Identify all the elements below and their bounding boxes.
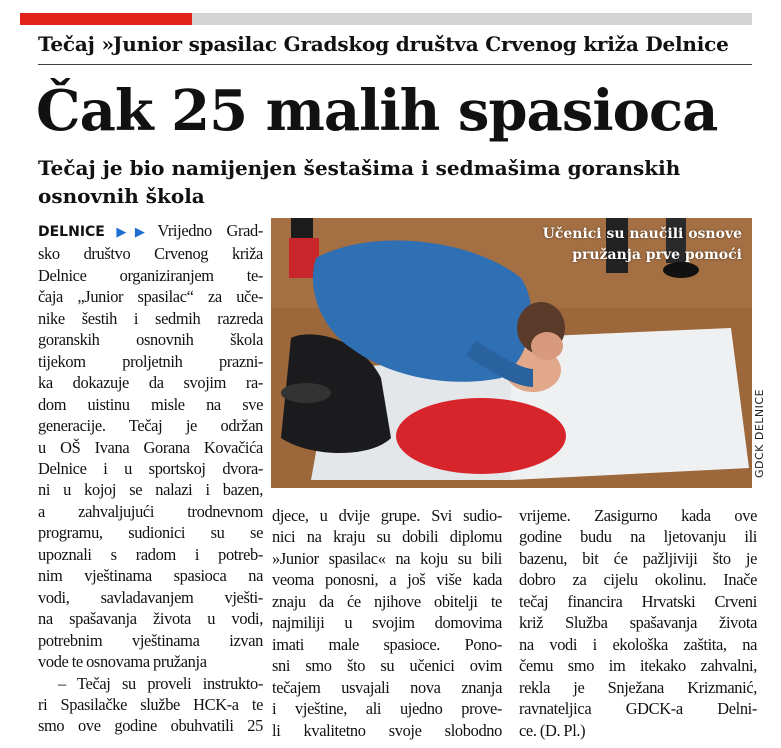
photo-credit: GDCK DELNICE bbox=[753, 388, 766, 478]
text-line: Delnice organiziranjem te- bbox=[38, 265, 263, 285]
text-line: znaju da će njihove obitelji te bbox=[272, 591, 502, 611]
article-paragraph bbox=[519, 505, 757, 741]
text-line: nici na kraju su dobili diplomu bbox=[272, 527, 502, 547]
text-line: rekla je Snježana Krizmanić, bbox=[519, 677, 757, 697]
text-line: djece, u dvije grupe. Svi sudio- bbox=[272, 506, 502, 525]
text-line: ka dokazuje da svojim ra- bbox=[38, 373, 263, 393]
text-line: čemu smo im itekako zahvalni, bbox=[519, 656, 757, 676]
text-line: dobro za cijelu okolinu. Inače bbox=[519, 570, 757, 590]
accent-bar-grey bbox=[192, 13, 752, 25]
headline: Čak 25 malih spasioca bbox=[36, 78, 718, 144]
text-line: goranskih osnovnih škola bbox=[38, 330, 263, 350]
dateline-arrow-icon: ▶▶ bbox=[104, 224, 154, 239]
first-line bbox=[38, 220, 263, 243]
dateline: DELNICE bbox=[38, 224, 105, 240]
subheadline: Tečaj je bio namijenjen šestašima i sedmašima goranskih osnovnih škola bbox=[38, 156, 681, 208]
text-line: generacije. Tečaj je održan bbox=[38, 416, 263, 436]
text-line: sko društvo Crvenog križa bbox=[38, 244, 263, 264]
text-line: vode te osnovama pružanja bbox=[38, 652, 207, 672]
text-line: ce. (D. Pl.) bbox=[519, 720, 586, 740]
text-line: u OŠ Ivana Gorana Kovačića bbox=[38, 437, 263, 457]
text-line: veoma ponosni, a još više kada bbox=[272, 570, 502, 590]
article-column-3 bbox=[519, 505, 757, 741]
text-line: li kvalitetno svoje slobodno bbox=[272, 720, 502, 740]
text-line: potrebnim vještinama izvan bbox=[38, 630, 263, 650]
text-line: na spašavanja života u vodi, bbox=[38, 609, 263, 629]
text-line: nike šestih i sedmih razreda bbox=[38, 308, 263, 328]
text-line: tijekom proljetnih prazni- bbox=[38, 351, 263, 371]
text-line: Vrijedno Grad- bbox=[157, 221, 263, 240]
text-line: križ Služba spašavanja života bbox=[519, 613, 757, 633]
article-paragraph bbox=[272, 505, 502, 741]
article-photo bbox=[271, 218, 752, 488]
text-line: na vodi i ekološka zaštita, na bbox=[519, 634, 757, 654]
text-line: tečajem usvajali nova znanja bbox=[272, 677, 502, 697]
text-line: i vještine, ali ujedno prove- bbox=[272, 699, 502, 719]
text-line: tečaj financira Hrvatski Crveni bbox=[519, 591, 757, 611]
kicker: Tečaj »Junior spasilac Gradskog društva Crvenog križa Delnice bbox=[38, 32, 729, 56]
text-line: bazenu, bit će pažljiviji što je bbox=[519, 548, 757, 568]
kicker-divider bbox=[38, 64, 752, 65]
text-line: ri Spasilačke službe HCK-a te bbox=[38, 694, 263, 714]
text-line: nim vještinama spasioca na bbox=[38, 566, 263, 586]
photo-caption: Učenici su naučili osnove pružanja prve pomoći bbox=[542, 226, 742, 263]
text-line: čaja „Junior spasilac“ za uče- bbox=[38, 287, 263, 307]
accent-bar-red bbox=[20, 13, 192, 25]
article-paragraph-2 bbox=[38, 673, 263, 737]
text-line: vodi, savladavanjem vješti- bbox=[38, 587, 263, 607]
text-line: ravnateljica GDCK-a Delni- bbox=[519, 699, 757, 719]
article-paragraph-1 bbox=[38, 220, 263, 673]
text-line: najmiliji u svojim domovima bbox=[272, 613, 502, 633]
text-line: – Tečaj su proveli instrukto- bbox=[58, 673, 263, 693]
text-line: a zahvaljujući trodnevnom bbox=[38, 501, 263, 521]
text-line: ni u kojoj se nalazi i bazen, bbox=[38, 480, 263, 500]
text-line: vrijeme. Zasigurno kada ove bbox=[519, 506, 757, 525]
article-column-2 bbox=[272, 505, 502, 741]
article-column-1 bbox=[38, 220, 263, 737]
text-line: godine budu na ljetovanju ili bbox=[519, 527, 757, 547]
text-line: Delnice i u sportskoj dvora- bbox=[38, 458, 263, 478]
text-line: dom uistinu misle na sve bbox=[38, 394, 263, 414]
text-line: programu, sudionici su se bbox=[38, 523, 263, 543]
text-line: smo ove godine obuhvatili 25 bbox=[38, 716, 263, 736]
text-line: sni smo što su učenici ovim bbox=[272, 656, 502, 676]
text-line: upoznali s radom i potreb- bbox=[38, 544, 263, 564]
text-line: imati male spasioce. Pono- bbox=[272, 634, 502, 654]
text-line: »Junior spasilac« na koju su bili bbox=[272, 548, 502, 568]
